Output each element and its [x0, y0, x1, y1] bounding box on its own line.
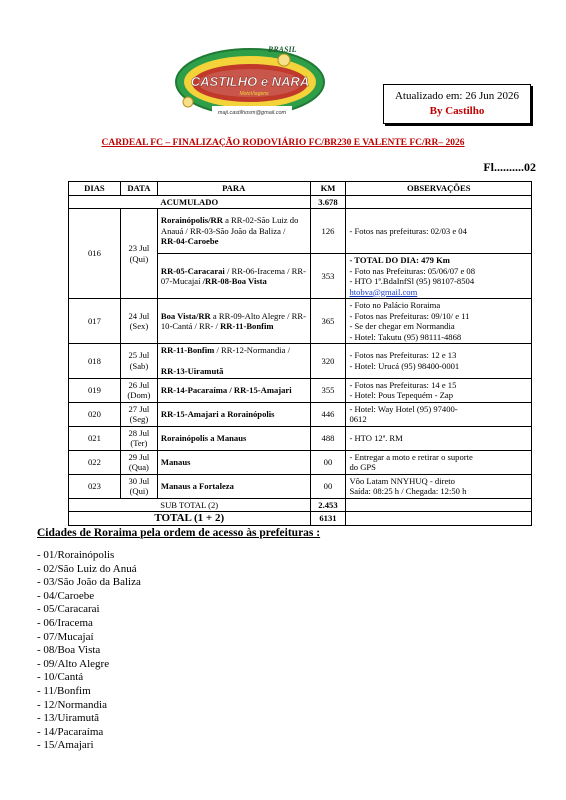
table-header-row [69, 182, 532, 196]
update-date: Atualizado em: 26 Jun 2026 [394, 90, 520, 102]
date-cell: 30 Jul (Qui) [120, 474, 157, 498]
route-table [68, 181, 532, 526]
table-row [69, 450, 532, 474]
destination-cell: Manaus a Fortaleza [157, 474, 310, 498]
list-item: - 11/Bonfim [37, 684, 91, 697]
list-item: - 12/Normandia [37, 698, 107, 711]
logo-tagline: MotoViagens [239, 91, 269, 97]
header-data: DATA [120, 182, 157, 196]
destination-cell: Rorainópolis/RR a RR-02-São Luiz do Anauá / RR-03-São João da Baliza / RR-04-Caroebe [157, 209, 310, 254]
list-item: - 05/Caracarai [37, 603, 100, 616]
destination-cell: Manaus [157, 450, 310, 474]
table-row [69, 402, 532, 426]
table-row [69, 344, 532, 379]
total-row [69, 512, 532, 526]
date-cell: 23 Jul (Qui) [120, 209, 157, 299]
list-item: - 04/Caroebe [37, 589, 95, 602]
day-cell: 023 [69, 474, 121, 498]
table-row [69, 426, 532, 450]
obs-cell: - Hotel: Way Hotel (95) 97400- 0612 [346, 402, 532, 426]
km-cell: 00 [310, 450, 346, 474]
date-cell: 26 Jul (Dom) [120, 378, 157, 402]
cities-heading: Cidades de Roraima pela ordem de acesso às prefeituras : [37, 527, 321, 539]
km-cell: 488 [310, 426, 346, 450]
destination-cell: Rorainópolis a Manaus [157, 426, 310, 450]
destination-cell: RR-15-Amajari a Rorainópolis [157, 402, 310, 426]
header-obs: OBSERVAÇÕES [346, 182, 532, 196]
update-author: By Castilho [429, 105, 485, 117]
date-cell: 24 Jul (Sex) [120, 299, 157, 344]
destination-cell: Boa Vista/RR a RR-09-Alto Alegre / RR-10-Cantá / RR- / RR-11-Bonfim [157, 299, 310, 344]
logo-name: CASTILHO e NARA [190, 74, 310, 89]
subtotal-km: 2.453 [310, 498, 346, 512]
list-item: - 03/São João da Baliza [37, 576, 141, 589]
total-label: TOTAL (1 + 2) [69, 512, 311, 526]
km-cell: 00 [310, 474, 346, 498]
km-cell: 353 [310, 254, 346, 299]
obs-cell: - Fotos nas Prefeituras: 14 e 15 - Hotel: Pous Tepequém - Zap [346, 378, 532, 402]
document-title: CARDEAL FC – FINALIZAÇÃO RODOVIÁRIO FC/BR230 E VALENTE FC/RR– 2026 [101, 138, 465, 148]
sheet-number: Fl..........02 [483, 160, 536, 174]
table-row [69, 209, 532, 254]
date-cell: 29 Jul (Qua) [120, 450, 157, 474]
obs-cell: - Fotos nas Prefeituras: 12 e 13 - Hotel: Urucá (95) 98400-0001 [346, 344, 532, 379]
logo-email: maji.castilhosm@gmail.com [217, 110, 287, 116]
date-cell: 25 Jul (Sab) [120, 344, 157, 379]
date-cell: 28 Jul (Ter) [120, 426, 157, 450]
total-km: 6131 [310, 512, 346, 526]
obs-cell: Vôo Latam NNYHUQ - direto Saída: 08:25 h / Chegada: 12:50 h [346, 474, 532, 498]
cities-list [37, 549, 141, 753]
day-cell: 019 [69, 378, 121, 402]
list-item: - 08/Boa Vista [37, 644, 101, 657]
email-link[interactable]: htobva@gmail.com [349, 286, 418, 297]
list-item: - 06/Iracema [37, 616, 93, 629]
day-cell: 021 [69, 426, 121, 450]
destination-cell: RR-05-Caracarai / RR-06-Iracema / RR-07-Mucajaí /RR-08-Boa Vista [157, 254, 310, 299]
list-item: - 07/Mucajaí [37, 630, 94, 643]
list-item: - 15/Amajari [37, 739, 94, 752]
list-item: - 09/Alto Alegre [37, 657, 110, 670]
date-cell: 27 Jul (Seg) [120, 402, 157, 426]
accumulated-row [69, 195, 532, 209]
day-cell: 018 [69, 344, 121, 379]
header-dias: DIAS [69, 182, 121, 196]
list-item: - 13/Uiramutã [37, 712, 100, 725]
day-cell: 022 [69, 450, 121, 474]
accumulated-label: ACUMULADO [69, 195, 311, 209]
km-cell: 355 [310, 378, 346, 402]
km-cell: 320 [310, 344, 346, 379]
km-cell: 126 [310, 209, 346, 254]
table-row [69, 474, 532, 498]
obs-cell: - Foto no Palácio Roraima - Fotos nas Prefeituras: 09/10/ e 11 - Se der chegar em Normandia - Hotel: Takutu (95) 98111-4868 [346, 299, 532, 344]
km-cell: 365 [310, 299, 346, 344]
header-para: PARA [157, 182, 310, 196]
list-item: - 01/Rorainópolis [37, 549, 115, 561]
day-cell: 017 [69, 299, 121, 344]
day-cell: 016 [69, 209, 121, 299]
obs-cell: - TOTAL DO DIA: 479 Km - Foto nas Prefeituras: 05/06/07 e 08 - HTO 1ª.BdaInfSl (95) 98107-8504 htobva@gmail.com [346, 254, 532, 299]
table-row [69, 299, 532, 344]
list-item: - 10/Cantá [37, 671, 84, 684]
obs-cell: - Entregar a moto e retirar o suporte do GPS [346, 450, 532, 474]
day-cell: 020 [69, 402, 121, 426]
obs-cell: - HTO 12ª. RM [346, 426, 532, 450]
list-item: - 02/São Luiz do Anuá [37, 562, 137, 575]
header-km: KM [310, 182, 346, 196]
accumulated-km: 3.678 [310, 195, 346, 209]
table-row [69, 378, 532, 402]
destination-cell: RR-14-Pacaraíma / RR-15-Amajari [157, 378, 310, 402]
obs-cell: - Fotos nas prefeituras: 02/03 e 04 [346, 209, 532, 254]
subtotal-row [69, 498, 532, 512]
logo-brasil: BRASIL [268, 45, 297, 54]
update-info-box [383, 84, 531, 124]
destination-cell: RR-11-Bonfim / RR-12-Normandia / RR-13-Uiramutã [157, 344, 310, 379]
list-item: - 14/Pacaraíma [37, 725, 104, 738]
castilho-nara-logo [172, 42, 332, 120]
km-cell: 446 [310, 402, 346, 426]
subtotal-label: SUB TOTAL (2) [69, 498, 311, 512]
